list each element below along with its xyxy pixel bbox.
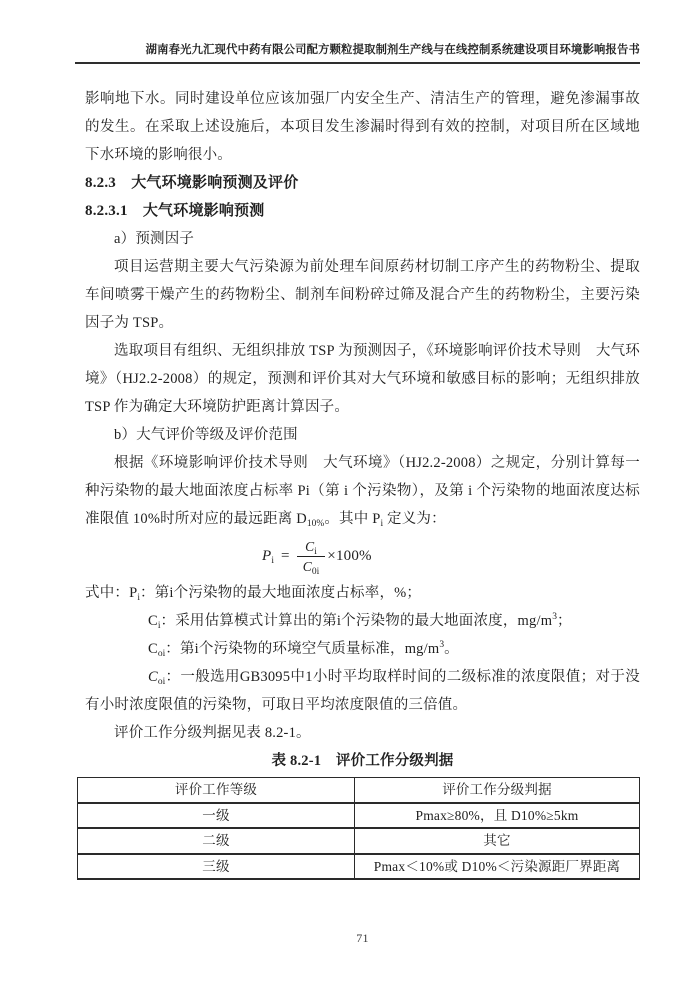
header-cell-criteria: 评价工作分级判据: [355, 778, 640, 803]
heading-8-2-3: 8.2.3 大气环境影响预测及评价: [85, 175, 299, 191]
formula-fraction: [297, 537, 326, 576]
page-footer: [85, 930, 640, 946]
paragraph-grading-basis: [85, 449, 640, 533]
list-item-b: b）大气评价等级及评价范围: [114, 427, 298, 443]
paragraph-pollution-sources: 项目运营期主要大气污染源为前处理车间原药材切制工序产生的药物粉尘、提取车间喷雾干燥产生的药物粉尘、制剂车间粉碎过筛及混合产生的药物粉尘，主要污染因子为 TSP。: [85, 259, 640, 331]
basis-sub-d10: 10%: [306, 519, 325, 529]
paragraph-prediction-factor: 选取项目有组织、无组织排放 TSP 为预测因子，《环境影响评价技术导则 大气环境》（HJ2.2-2008）的规定，预测和评价其对大气环境和敏感目标的影响；无组织排放 TSP 作为确定大环境防护距离计算因子。: [85, 343, 640, 415]
table-row: [78, 828, 640, 854]
list-item-a: a）预测因子: [114, 231, 195, 247]
basis-text-2: 。其中 P: [324, 511, 381, 527]
cell-criteria-1: Pmax≥80%，且 D10%≥5km: [355, 803, 640, 829]
document-body: [85, 85, 640, 946]
legend-line-coi: $C_{oi}$：第i个污染物的环境空气质量标准，$mg/m^3$。: [148, 640, 459, 659]
page-number: 71: [356, 931, 369, 945]
header-cell-level: 评价工作等级: [78, 778, 355, 803]
formula-lhs: $P_i$: [262, 548, 275, 566]
formula-times-100: ×100%: [327, 548, 372, 564]
table-reference-note: 评价工作分级判据见表 8.2-1。: [114, 725, 311, 741]
legend-line-coi-note: $C_{oi}$：一般选用GB3095中1小时平均取样时间的二级标准的浓度限值；对于没有小时浓度限值的污染物，可取日平均浓度限值的三倍值。: [85, 669, 640, 713]
legend-line-ci: $C_i$：采用估算模式计算出的第i个污染物的最大地面浓度，$mg/m^3$；: [148, 612, 572, 631]
page-header: [75, 42, 640, 64]
basis-text-1: 根据《环境影响评价技术导则 大气环境》（HJ2.2-2008）之规定，分别计算每一种污染物的最大地面浓度占标率 Pi（第 i 个污染物），及第 i 个污染物的地面浓度达标准限值 10%时所对应的最远距离 D: [85, 455, 640, 527]
cell-level-2: 二级: [78, 828, 355, 854]
table-caption: 表 8.2-1 评价工作分级判据: [271, 753, 454, 769]
legend-line-pi: 式中：$P_i$：第i个污染物的最大地面浓度占标率，%；: [85, 585, 422, 603]
grading-criteria-table: [77, 777, 640, 880]
basis-sub-pi: i: [380, 519, 384, 529]
paragraph-groundwater: 影响地下水。同时建设单位应该加强厂内安全生产、清洁生产的管理，避免渗漏事故的发生。在采取上述设施后，本项目发生渗漏时得到有效的控制，对项目所在区域地下水环境的影响很小。: [85, 91, 640, 163]
formula-equals-sign: =: [281, 548, 290, 564]
cell-criteria-2: 其它: [355, 828, 640, 854]
cell-level-1: 一级: [78, 803, 355, 829]
heading-8-2-3-1: 8.2.3.1 大气环境影响预测: [85, 203, 265, 219]
table-row: [78, 803, 640, 829]
formula-numerator: $C_i$: [297, 537, 326, 557]
cell-level-3: 三级: [78, 854, 355, 880]
table-row: [78, 854, 640, 880]
formula-pi-definition: [262, 535, 640, 577]
formula-denominator: $C_{0i}$: [302, 558, 320, 577]
cell-criteria-3: Pmax＜10%或 D10%＜污染源距厂界距离: [355, 854, 640, 880]
header-title: 湖南春光九汇现代中药有限公司配方颗粒提取制剂生产线与在线控制系统建设项目环境影响报告书: [145, 44, 640, 56]
table-header-row: [78, 778, 640, 803]
basis-text-3: 定义为：: [383, 511, 446, 527]
